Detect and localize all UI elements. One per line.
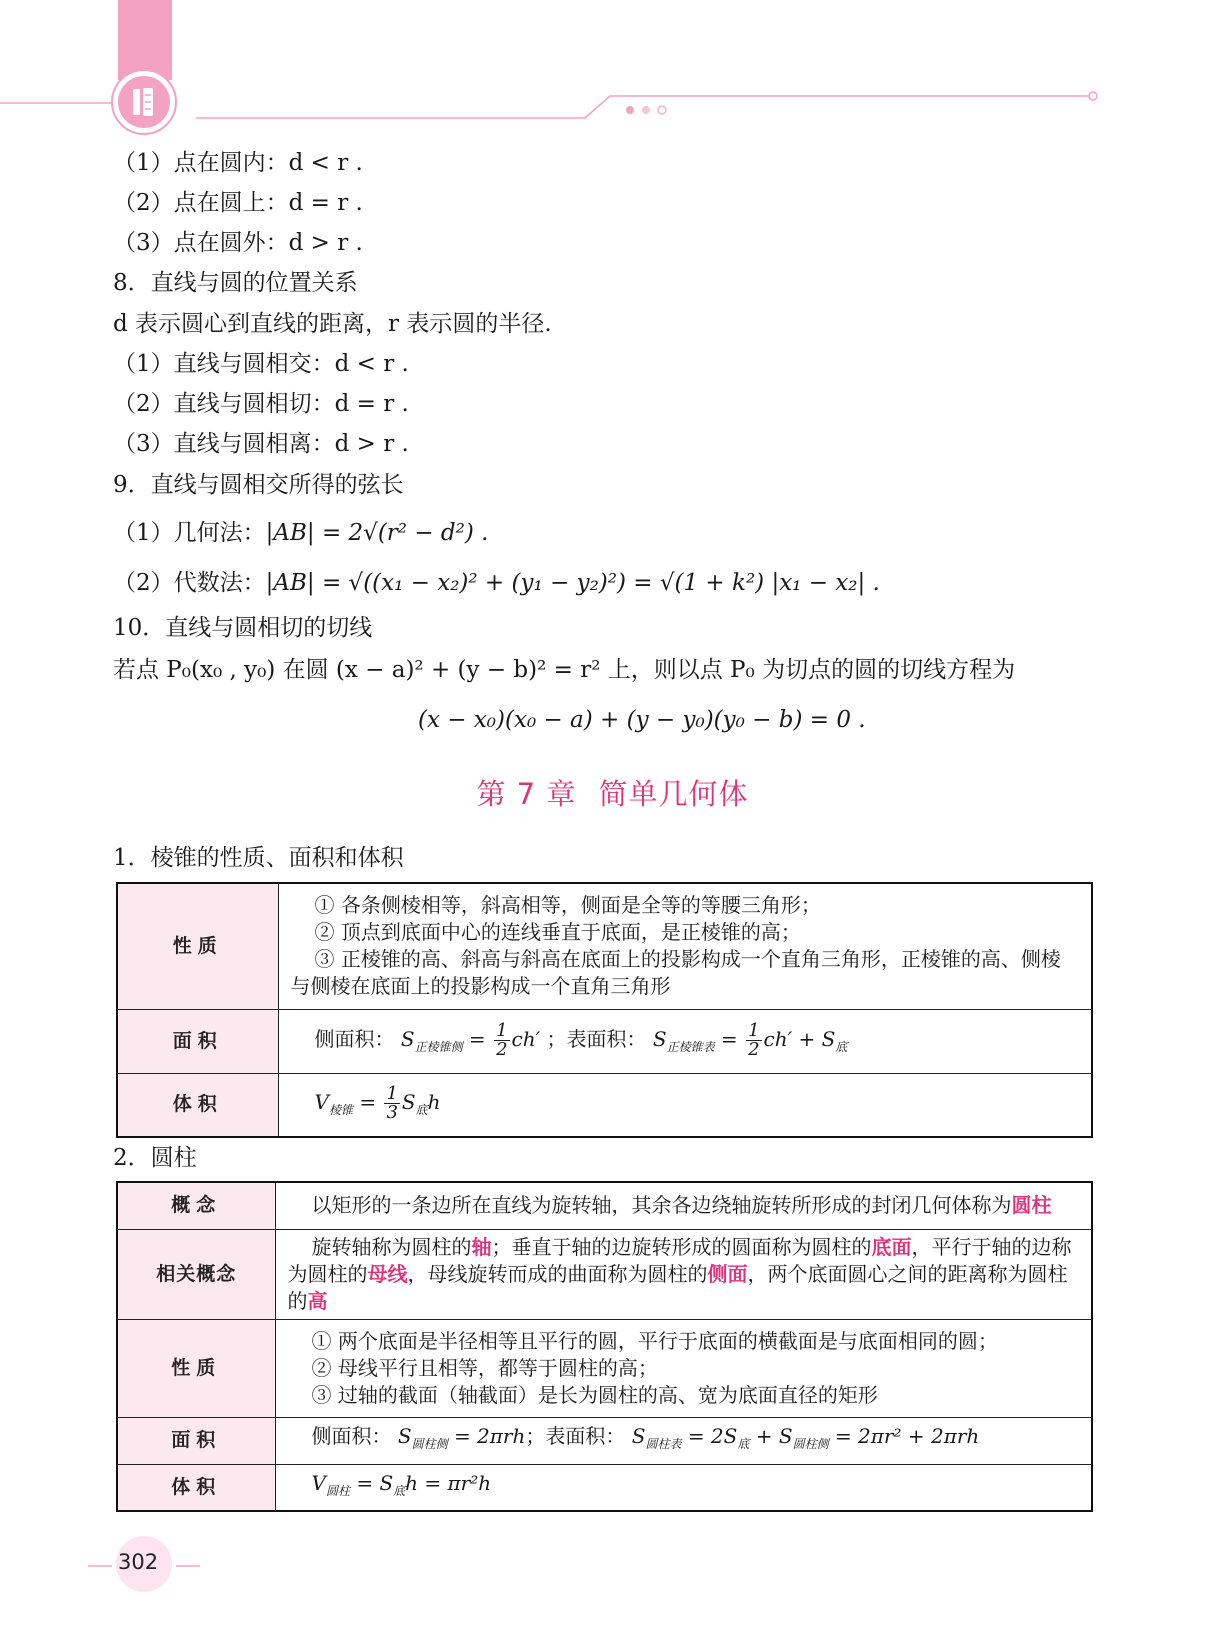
table-row [117, 1319, 1092, 1417]
table-row [117, 1009, 1092, 1073]
row-content: 侧面积： $S_{正棱锥侧}$ = $\frac{1}{2}$ ch′ ；表面积： $S_{正棱锥表}$ = $\frac{1}{2}$ $ch' + S_底$ [278, 1009, 1092, 1073]
subscript: 棱锥 [328, 1103, 353, 1118]
row-content: 侧面积： $S_{圆柱侧} = 2\pi rh$；表面积： $S_{圆柱表} = 2S_底 + S_{圆柱侧} = 2\pi r^2 + 2\pi rh$ [275, 1417, 1092, 1464]
text-line: （2）直线与圆相切：d = r . [113, 391, 409, 417]
key-term: 轴 [471, 1234, 492, 1259]
chord-alg-formula: |AB| = √((x₁ − x₂)² + (y₁ − y₂)²) = √(1 + k²) |x₁ − x₂| . [265, 570, 880, 596]
table-row [117, 1464, 1092, 1511]
row-content [275, 1319, 1092, 1417]
text-line: （2）点在圆上：d = r . [113, 190, 363, 216]
text-line: d 表示圆心到直线的距离，r 表示圆的半径. [113, 311, 552, 337]
table-row [117, 1182, 1092, 1229]
chord-geo-label: （1）几何法： [113, 520, 266, 546]
lateral-label: 侧面积： [314, 1026, 395, 1051]
text-line: （3）点在圆外：d > r . [113, 230, 363, 256]
key-term: 高 [307, 1288, 328, 1313]
property-line: ① 各条侧棱相等，斜高相等，侧面是全等的等腰三角形； [314, 893, 821, 918]
tangent-equation: (x − x₀)(x₀ − a) + (y − y₀)(y₀ − b) = 0 . [418, 707, 866, 733]
table-row [117, 1073, 1092, 1137]
property-line: ③ 过轴的截面（轴截面）是长为圆柱的高、宽为底面直径的矩形 [311, 1382, 878, 1407]
row-header: 面积 [117, 1009, 278, 1073]
fraction: $\frac{1}{2}$ [496, 1019, 508, 1060]
book-icon [133, 88, 153, 116]
property-line: ② 母线平行且相等，都等于圆柱的高； [311, 1355, 658, 1380]
row-header: 性质 [117, 1319, 275, 1417]
chapter-title [0, 772, 1225, 813]
row-content: 以矩形的一条边所在直线为旋转轴，其余各边绕轴旋转所形成的封闭几何体称为圆柱 [275, 1182, 1092, 1229]
row-header: 概念 [117, 1182, 275, 1229]
section-heading: 9．直线与圆相交所得的弦长 [113, 472, 404, 498]
row-header: 相关概念 [117, 1229, 275, 1319]
chapter-number: 第 7 章 [476, 777, 577, 811]
pyramid-table [116, 882, 1093, 1138]
page-number: 302 [118, 1550, 159, 1574]
chapter-name: 简单几何体 [598, 777, 749, 811]
chord-algebraic [113, 568, 880, 598]
row-content: $V_{圆柱} = S_底h = \pi r^2h$ [275, 1464, 1092, 1511]
row-content [278, 883, 1092, 1009]
row-header: 体积 [117, 1073, 278, 1137]
chord-geo-formula: |AB| = 2√(r² − d²) . [265, 520, 489, 546]
text-line: （3）直线与圆相离：d > r . [113, 431, 409, 457]
fraction: $\frac{1}{3}$ [386, 1083, 398, 1124]
header-decoration [0, 0, 1225, 140]
row-content: 旋转轴称为圆柱的轴；垂直于轴的边旋转形成的圆面称为圆柱的底面，平行于轴的边称为圆柱的母线，母线旋转而成的曲面称为圆柱的侧面，两个底面圆心之间的距离称为圆柱的高 [275, 1229, 1092, 1319]
property-line: ① 两个底面是半径相等且平行的圆，平行于底面的横截面是与底面相同的圆； [311, 1328, 998, 1353]
text-line: （1）点在圆内：d < r . [113, 150, 363, 176]
cylinder-table [116, 1181, 1093, 1512]
subscript: 正棱锥侧 [414, 1039, 463, 1054]
key-term: 圆柱 [1011, 1193, 1052, 1218]
chord-alg-label: （2）代数法： [113, 570, 266, 596]
tangent-text: 若点 P₀(x₀ , y₀) 在圆 (x − a)² + (y − b)² = r² 上，则以点 P₀ 为切点的圆的切线方程为 [113, 657, 1016, 683]
chord-geometric [113, 518, 488, 548]
section-heading: 10．直线与圆相切的切线 [113, 615, 373, 641]
row-header: 面积 [117, 1417, 275, 1464]
row-header: 体积 [117, 1464, 275, 1511]
subscript: 正棱锥表 [666, 1039, 715, 1054]
row-header: 性质 [117, 883, 278, 1009]
section-heading: 1．棱锥的性质、面积和体积 [113, 845, 404, 871]
text-line: （1）直线与圆相交：d < r . [113, 351, 409, 377]
fraction: $\frac{1}{2}$ [748, 1019, 760, 1060]
property-line: ③ 正棱锥的高、斜高与斜高在底面上的投影构成一个直角三角形，正棱锥的高、侧棱与侧棱在底面上的投影构成一个直角三角形 [290, 947, 1061, 999]
property-line: ② 顶点到底面中心的连线垂直于底面，是正棱锥的高； [314, 920, 801, 945]
section-heading: 2．圆柱 [113, 1145, 197, 1171]
table-row [117, 883, 1092, 1009]
section-heading: 8．直线与圆的位置关系 [113, 270, 358, 296]
key-term: 底面 [871, 1234, 912, 1259]
surface-label: ；表面积： [546, 1026, 647, 1051]
table-row [117, 1229, 1092, 1319]
ch-term: ch′ [511, 1026, 541, 1051]
table-row [117, 1417, 1092, 1464]
key-term: 侧面 [707, 1261, 748, 1286]
row-content: $V_{棱锥}$ = $\frac{1}{3}$ $S_底h$ [278, 1073, 1092, 1137]
key-term: 母线 [367, 1261, 408, 1286]
